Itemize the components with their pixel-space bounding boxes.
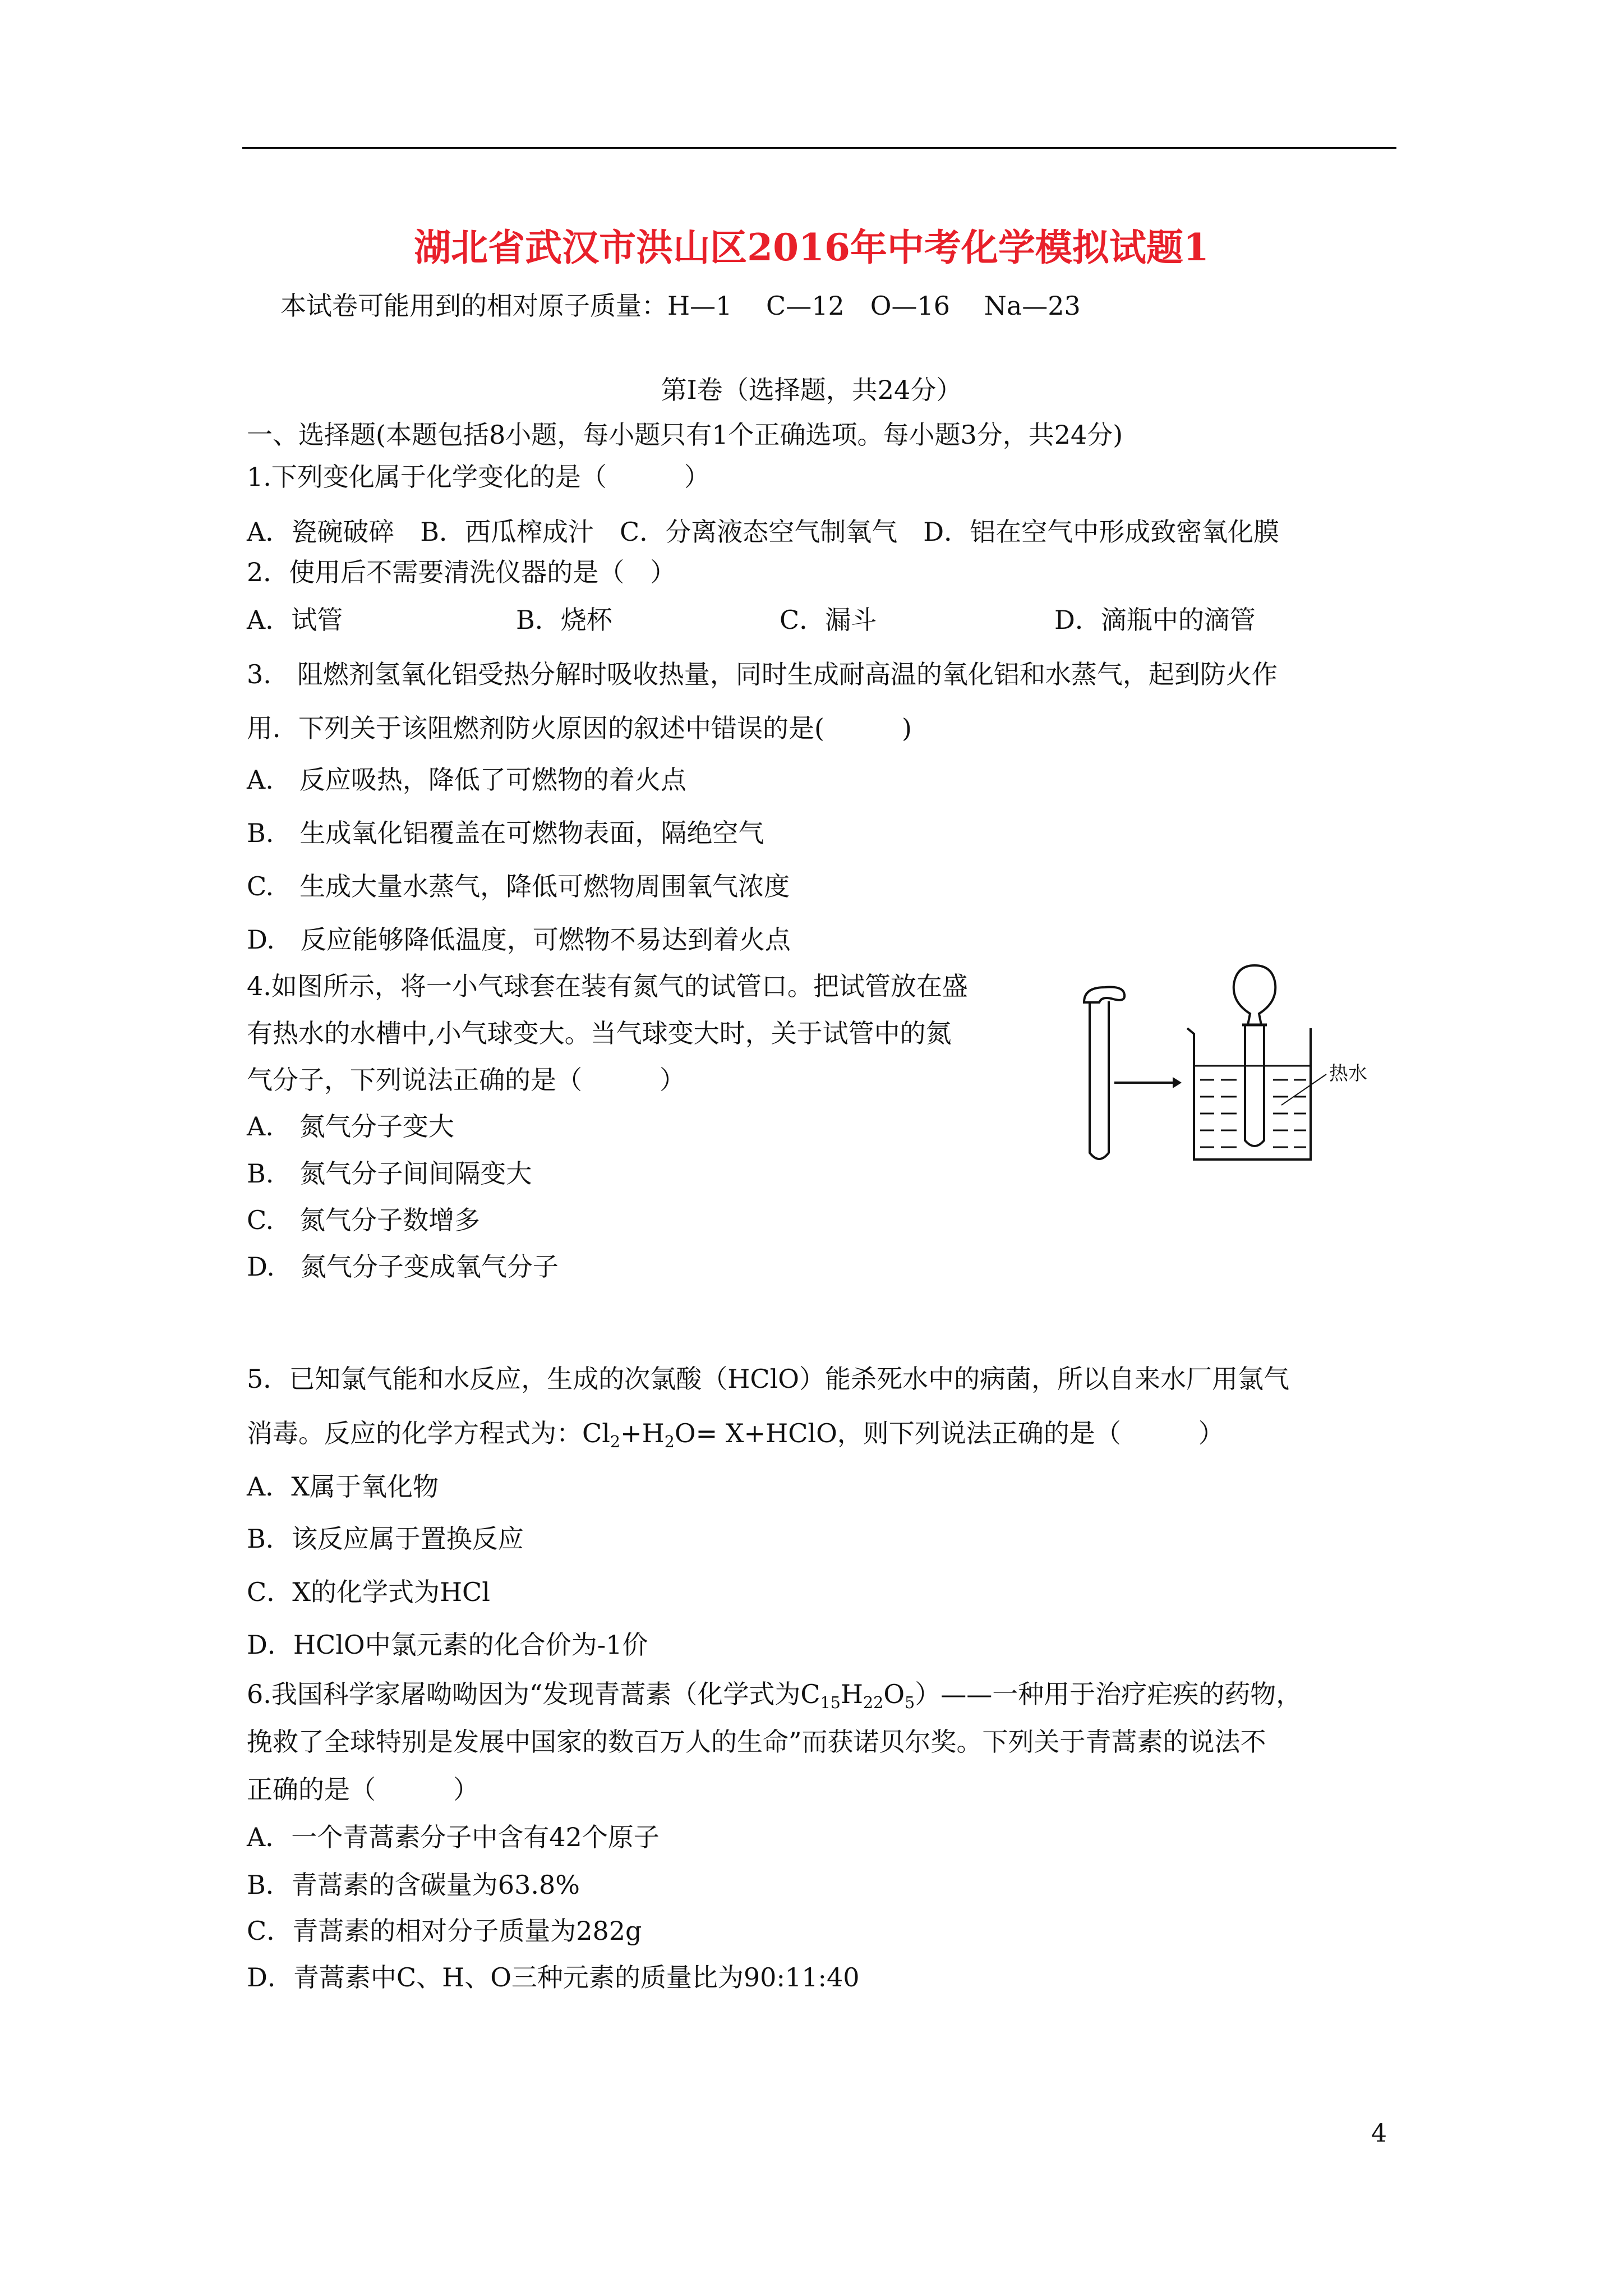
q2-stem: 2．使用后不需要清洗仪器的是（ ） [247, 557, 676, 587]
q6-stem-line2: 挽救了全球特别是发展中国家的数百万人的生命”而获诺贝尔奖。下列关于青蒿素的说法不 [247, 1727, 1266, 1757]
test-tube-left [1090, 1001, 1109, 1159]
page-number: 4 [1371, 2119, 1387, 2148]
q3-option-a: A. 反应吸热，降低了可燃物的着火点 [247, 765, 686, 795]
q5-option-c: C．X的化学式为HCl [247, 1577, 490, 1607]
q6-option-c: C．青蒿素的相对分子质量为282g [247, 1916, 642, 1946]
q4-stem-line2: 有热水的水槽中,小气球变大。当气球变大时，关于试管中的氮 [247, 1018, 952, 1048]
q3-option-c: C. 生成大量水蒸气，降低可燃物周围氧气浓度 [247, 871, 790, 901]
balloon-test-tube-figure [1080, 962, 1371, 1164]
q3-option-b: B. 生成氧化铝覆盖在可燃物表面，隔绝空气 [247, 818, 764, 848]
q6-option-b: B．青蒿素的含碳量为63.8% [247, 1870, 580, 1900]
q5-sub-cl2: 2 [610, 1433, 621, 1452]
q6-sub-5: 5 [905, 1694, 915, 1713]
q6-stem-line3: 正确的是（ ） [247, 1774, 479, 1805]
balloon-inflated [1234, 965, 1276, 1025]
q5-option-d: D．HClO中氯元素的化合价为-1价 [247, 1630, 648, 1660]
q5-option-a: A．X属于氧化物 [247, 1471, 439, 1502]
q4-stem-line1: 4.如图所示，将一小气球套在装有氮气的试管口。把试管放在盛 [247, 971, 968, 1001]
atomic-masses-note: 本试卷可能用到的相对原子质量：H—1 C—12 O—16 Na—23 [280, 291, 1081, 321]
water-dashes [1200, 1080, 1306, 1147]
q2-option-c: C．漏斗 [780, 605, 877, 635]
section-heading: 一、选择题(本题包括8小题，每小题只有1个正确选项。每小题3分，共24分) [247, 420, 1123, 450]
q5-stem-line2 [247, 1416, 1224, 1459]
test-tube-right [1245, 1025, 1264, 1146]
q6-sub-15: 15 [820, 1694, 841, 1713]
q6-stem-line1 [247, 1677, 1302, 1720]
q6-text-a: 6.我国科学家屠呦呦因为“发现青蒿素（化学式为C [247, 1679, 820, 1709]
q6-option-a: A．一个青蒿素分子中含有42个原子 [247, 1822, 660, 1852]
q4-stem-line3: 气分子，下列说法正确的是（ ） [247, 1065, 685, 1095]
header-rule [242, 147, 1396, 149]
q2-option-b: B．烧杯 [516, 605, 612, 635]
q1-stem: 1.下列变化属于化学变化的是（ ） [247, 462, 710, 492]
q4-option-d: D. 氮气分子变成氧气分子 [247, 1251, 559, 1282]
q3-stem-line2: 用．下列关于该阻燃剂防火原因的叙述中错误的是( ) [247, 713, 912, 743]
hot-water-label: 热水 [1329, 1062, 1367, 1085]
q5-text-b: +H [620, 1418, 665, 1448]
q6-o: O [883, 1679, 905, 1709]
q3-option-d: D. 反应能够降低温度，可燃物不易达到着火点 [247, 924, 791, 955]
q2-options [247, 603, 1368, 637]
exam-title: 湖北省武汉市洪山区2016年中考化学模拟试题1 [414, 226, 1209, 269]
q2-option-a: A．试管 [247, 605, 343, 635]
q6-h: H [840, 1679, 864, 1709]
q6-text-b: ）——一种用于治疗疟疾的药物， [915, 1679, 1302, 1709]
q5-text-a: 消毒。反应的化学方程式为：Cl [247, 1418, 610, 1448]
q5-option-b: B．该反应属于置换反应 [247, 1524, 524, 1554]
q6-sub-22: 22 [863, 1694, 884, 1713]
q3-stem-line1: 3. 阻燃剂氢氧化铝受热分解时吸收热量，同时生成耐高温的氧化铝和水蒸气，起到防火作 [247, 659, 1278, 689]
arrow-head [1173, 1077, 1182, 1088]
q5-stem-line1: 5．已知氯气能和水反应，生成的次氯酸（HClO）能杀死水中的病菌，所以自来水厂用氯气 [247, 1364, 1290, 1394]
q5-sub-h2: 2 [664, 1433, 675, 1452]
balloon-deflated [1084, 987, 1124, 1002]
part-title: 第Ⅰ卷（选择题，共24分） [661, 375, 962, 405]
q5-text-c: O= X+HClO，则下列说法正确的是（ ） [674, 1418, 1224, 1448]
beaker [1187, 1028, 1311, 1159]
q6-option-d: D．青蒿素中C、H、O三种元素的质量比为90:11:40 [247, 1962, 860, 1993]
q1-options: A．瓷碗破碎 B．西瓜榨成汁 C．分离液态空气制氧气 D．铝在空气中形成致密氧化膜 [247, 517, 1280, 547]
q4-option-b: B. 氮气分子间间隔变大 [247, 1158, 532, 1189]
q4-option-a: A. 氮气分子变大 [247, 1111, 454, 1142]
label-leader [1281, 1074, 1326, 1105]
q2-option-d: D．滴瓶中的滴管 [1054, 605, 1256, 635]
q4-option-c: C. 氮气分子数增多 [247, 1205, 481, 1235]
